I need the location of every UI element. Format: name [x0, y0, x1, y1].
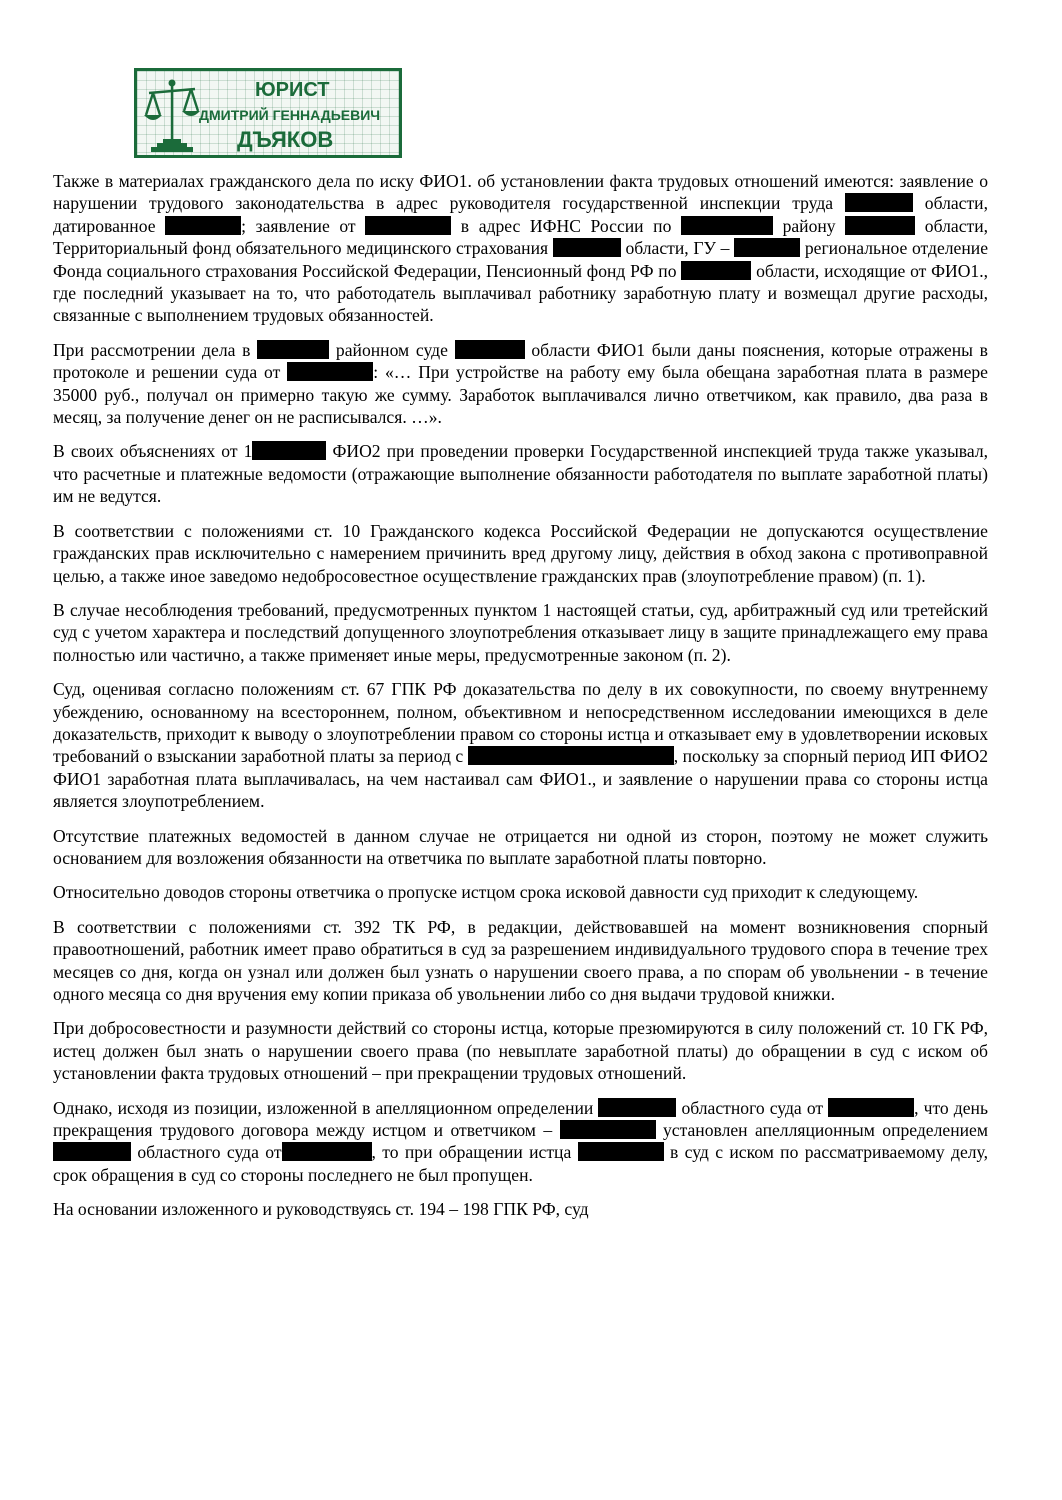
logo-surname: ДЪЯКОВ: [237, 127, 334, 152]
redaction: [560, 1120, 656, 1139]
text-segment: , то при обращении истца: [371, 1142, 578, 1163]
text-segment: областного суда от: [676, 1097, 829, 1118]
text-segment: областного суда от: [131, 1142, 282, 1163]
logo-title: ЮРИСТ: [255, 79, 330, 101]
logo-name: ДМИТРИЙ ГЕННАДЬЕВИЧ: [199, 107, 381, 123]
redaction: [681, 261, 751, 280]
redaction: [165, 216, 241, 235]
paragraph-1: [53, 170, 988, 327]
text-segment: региональное отделение Фонда социального страхования Российской Федерации, Пенсионный фонд РФ по: [53, 238, 989, 281]
redaction: [598, 1098, 676, 1117]
text-segment: В своих объяснениях от 1: [53, 441, 253, 462]
redaction: [681, 216, 773, 235]
paragraph-5: В случае несоблюдения требований, предусмотренных пунктом 1 настоящей статьи, суд, арбитражный суд или третейский суд с учетом характера и последствий допущенного злоупотребления отказывает лицу в защите принадлежащего ему права полностью или частично, а также применяет иные меры, предусмотренные законом (п. 2).: [53, 599, 988, 665]
paragraph-4: В соответствии с положениями ст. 10 Гражданского кодекса Российской Федерации не допускаются осуществление гражданских прав исключительно с намерением причинить вред другому лицу, действия в обход закона с противоправной целью, а также иное заведомо недобросовестное осуществление гражданских прав (злоупотребление правом) (п. 1).: [53, 520, 988, 586]
redaction: [455, 340, 525, 359]
redaction: [578, 1142, 664, 1161]
text-segment: Однако, исходя из позиции, изложенной в апелляционном определении: [53, 1097, 599, 1118]
redaction: [845, 193, 913, 212]
document-body: [53, 170, 988, 1233]
text-segment: в суд с иском по рассматриваемому делу, срок обращения в суд со стороны последнего не был пропущен.: [53, 1142, 988, 1185]
text-segment: Суд, оценивая согласно положениям ст. 67 ГПК РФ доказательства по делу в их совокупности, по своему внутреннему убеждению, основанному на всестороннем, полном, объективном и непосредственном исследовании имеющихся в деле доказательств, приходит к выводу о злоупотреблении правом со стороны истца и отказывает ему в удовлетворении исковых требований о взыскании заработной платы за период с: [53, 679, 988, 767]
redaction: [252, 441, 326, 460]
paragraph-3: [53, 440, 988, 507]
paragraph-6: [53, 678, 988, 812]
paragraph-11: [53, 1097, 988, 1187]
text-segment: области, ГУ –: [620, 238, 735, 259]
redaction: [845, 216, 915, 235]
redaction: [553, 238, 621, 257]
lawyer-logo: [134, 68, 402, 158]
redaction: [468, 746, 674, 765]
text-segment: области, Территориальный фонд обязательного медицинского страхования: [53, 215, 989, 259]
scales-of-justice-icon: [143, 77, 201, 153]
text-segment: области ФИО1 были даны пояснения, которые отражены в протоколе и решении суда от: [53, 339, 988, 383]
text-segment: области, датированное: [53, 193, 988, 236]
paragraph-8: Относительно доводов стороны ответчика о пропуске истцом срока исковой давности суд приходит к следующему.: [53, 882, 919, 903]
text-segment: ФИО2 при проведении проверки Государственной инспекцией труда также указывал, что расчетные и платежные ведомости (отражающие выполнение обязанности работодателя по выплате заработной платы) им не ведутся.: [53, 441, 989, 507]
text-segment: ; заявление от: [241, 215, 366, 236]
paragraph-12: На основании изложенного и руководствуясь ст. 194 – 198 ГПК РФ, суд: [53, 1199, 589, 1220]
text-segment: , что день прекращения трудового договора между истцом и ответчиком –: [53, 1097, 988, 1141]
text-segment: району: [772, 215, 846, 236]
paragraph-7: Отсутствие платежных ведомостей в данном случае не отрицается ни одной из сторон, поэтому не может служить основанием для возложения обязанности на ответчика по выплате заработной платы повторно.: [53, 825, 988, 868]
text-segment: Также в материалах гражданского дела по иску ФИО1. об установлении факта трудовых отношений имеются: заявление о нарушении трудового законодательства в адрес руководителя государственной инспекции труда: [53, 171, 988, 214]
redaction: [734, 238, 800, 257]
redaction: [287, 362, 373, 381]
text-segment: в адрес ИФНС России по: [451, 215, 681, 236]
paragraph-2: [53, 339, 988, 429]
text-segment: установлен апелляционным определением: [655, 1120, 988, 1141]
redaction: [282, 1142, 372, 1161]
text-segment: районном суде: [329, 339, 455, 360]
redaction: [257, 340, 329, 359]
redaction: [365, 216, 451, 235]
redaction: [53, 1142, 131, 1161]
redaction: [828, 1098, 914, 1117]
text-segment: : «… При устройстве на работу ему была обещана заработная плата в размере 35000 руб., получал он примерно такую же сумму. Заработок выплачивался лично ответчиком, как правило, два раза в месяц, за получение денег он не расписывался. …».: [53, 362, 988, 428]
text-segment: области, исходящие от ФИО1., где последний указывает на то, что работодатель выплачивал работнику заработную плату и возмещал другие расходы, связанные с выполнением трудовых обязанностей.: [53, 260, 989, 326]
paragraph-10: При добросовестности и разумности действий со стороны истца, которые презюмируются в силу положений ст. 10 ГК РФ, истец должен был знать о нарушении своего права (по невыплате заработной платы) до обращении в суд с иском об установлении факта трудовых отношений – при прекращении трудовых отношений.: [53, 1018, 988, 1084]
text-segment: При рассмотрении дела в: [53, 339, 258, 360]
text-segment: , поскольку за спорный период ИП ФИО2 ФИО1 заработная плата выплачивалась, на чем настаивал сам ФИО1., и заявление о нарушении права со стороны истца является злоупотреблением.: [53, 746, 988, 812]
paragraph-9: В соответствии с положениями ст. 392 ТК РФ, в редакции, действовавшей на момент возникновения спорный правоотношений, работник имеет право обратиться в суд за разрешением индивидуального трудового спора в течение трех месяцев со дня, когда он узнал или должен был узнать о нарушении своего права, а по спорам об увольнении - в течение одного месяца со дня вручения ему копии приказа об увольнении либо со дня выдачи трудовой книжки.: [53, 916, 988, 1004]
